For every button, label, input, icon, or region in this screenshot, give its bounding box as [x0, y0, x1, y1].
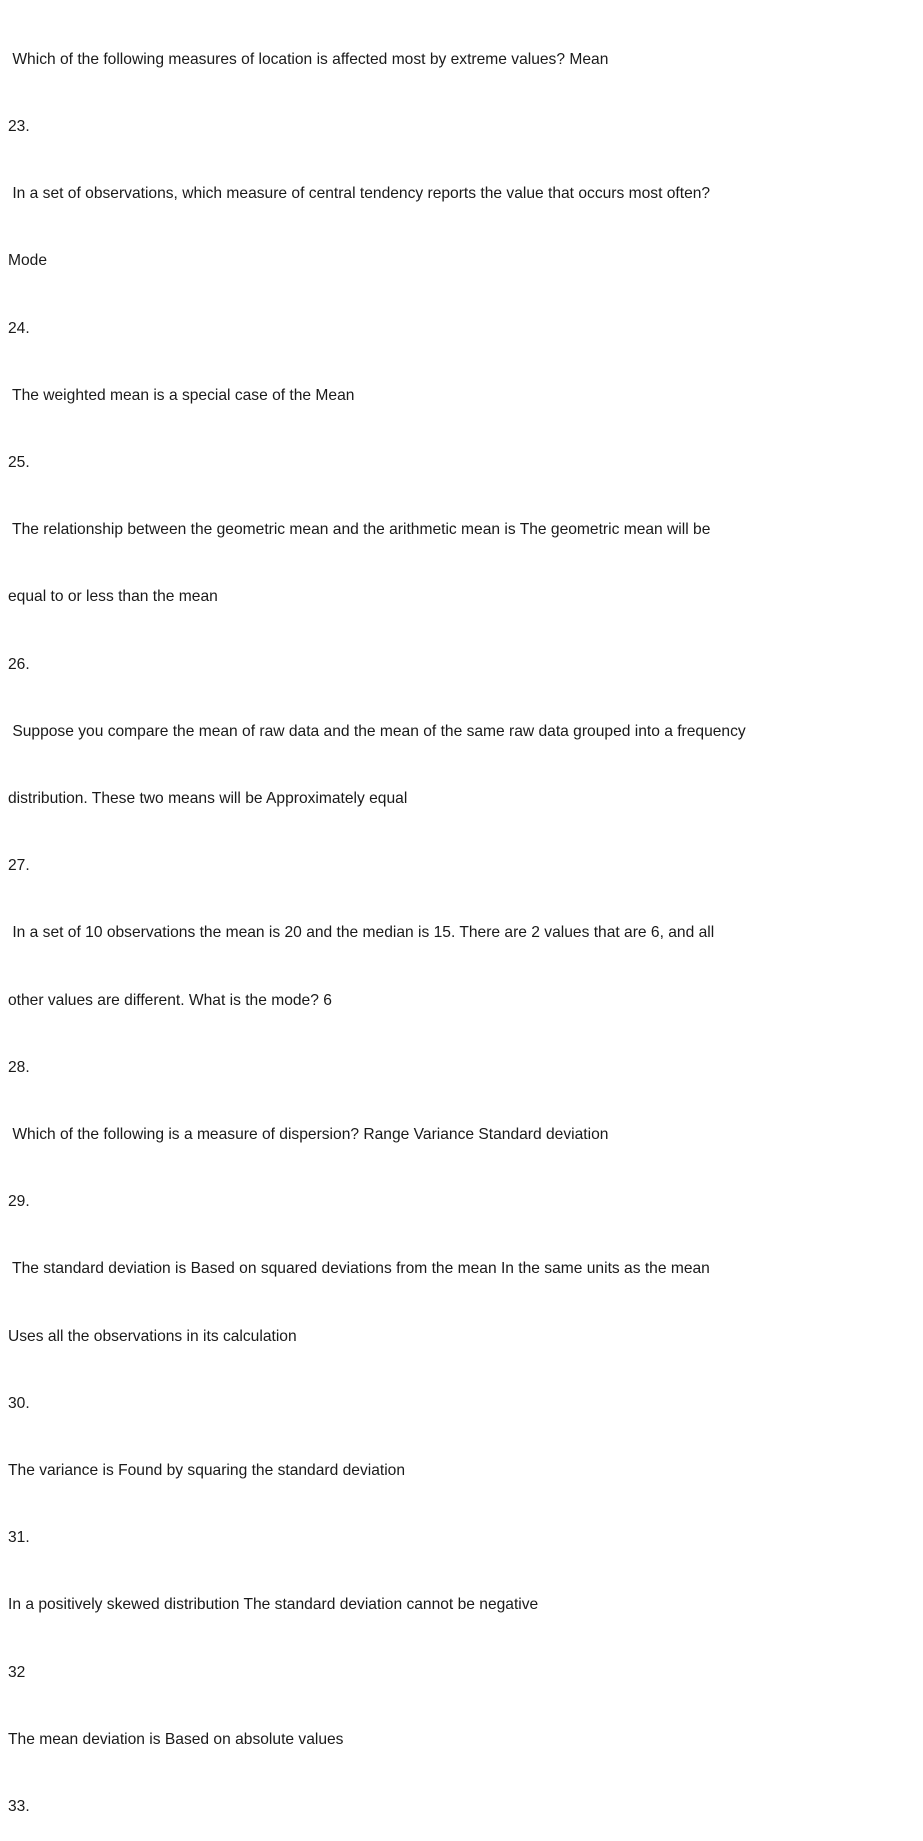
- question-number: 29.: [8, 1193, 30, 1211]
- text-line: The variance is Found by squaring the standard deviation: [8, 1462, 406, 1480]
- text-line: In a positively skewed distribution The standard deviation cannot be negative: [8, 1596, 539, 1614]
- question-number: 24.: [8, 319, 30, 337]
- document-text: [8, 4, 913, 1841]
- question-number: 23.: [8, 118, 30, 136]
- question-number: 31.: [8, 1529, 30, 1547]
- question-number: 28.: [8, 1058, 30, 1076]
- question-number: 27.: [8, 857, 30, 875]
- question-number: 30.: [8, 1394, 30, 1412]
- text-line: The weighted mean is a special case of the Mean: [8, 386, 355, 404]
- text-line: Uses all the observations in its calculation: [8, 1327, 297, 1345]
- text-line: other values are different. What is the mode? 6: [8, 991, 332, 1009]
- text-line: distribution. These two means will be Approximately equal: [8, 790, 408, 808]
- text-line: Which of the following is a measure of dispersion? Range Variance Standard deviation: [8, 1126, 609, 1144]
- text-line: equal to or less than the mean: [8, 588, 218, 606]
- question-number: 32: [8, 1663, 26, 1681]
- text-line: The mean deviation is Based on absolute values: [8, 1730, 344, 1748]
- text-line: Suppose you compare the mean of raw data and the mean of the same raw data grouped into a frequency: [8, 722, 746, 740]
- text-line: Mode: [8, 252, 48, 270]
- question-number: 33.: [8, 1798, 30, 1816]
- text-line: The standard deviation is Based on squared deviations from the mean In the same units as the mean: [8, 1260, 710, 1278]
- question-number: 25.: [8, 454, 30, 472]
- text-line: The relationship between the geometric mean and the arithmetic mean is The geometric mean will be: [8, 521, 711, 539]
- text-line: In a set of 10 observations the mean is 20 and the median is 15. There are 2 values that are 6, and all: [8, 924, 715, 942]
- question-number: 26.: [8, 655, 30, 673]
- text-line: In a set of observations, which measure of central tendency reports the value that occurs most often?: [8, 185, 711, 203]
- text-line: Which of the following measures of location is affected most by extreme values? Mean: [8, 50, 609, 68]
